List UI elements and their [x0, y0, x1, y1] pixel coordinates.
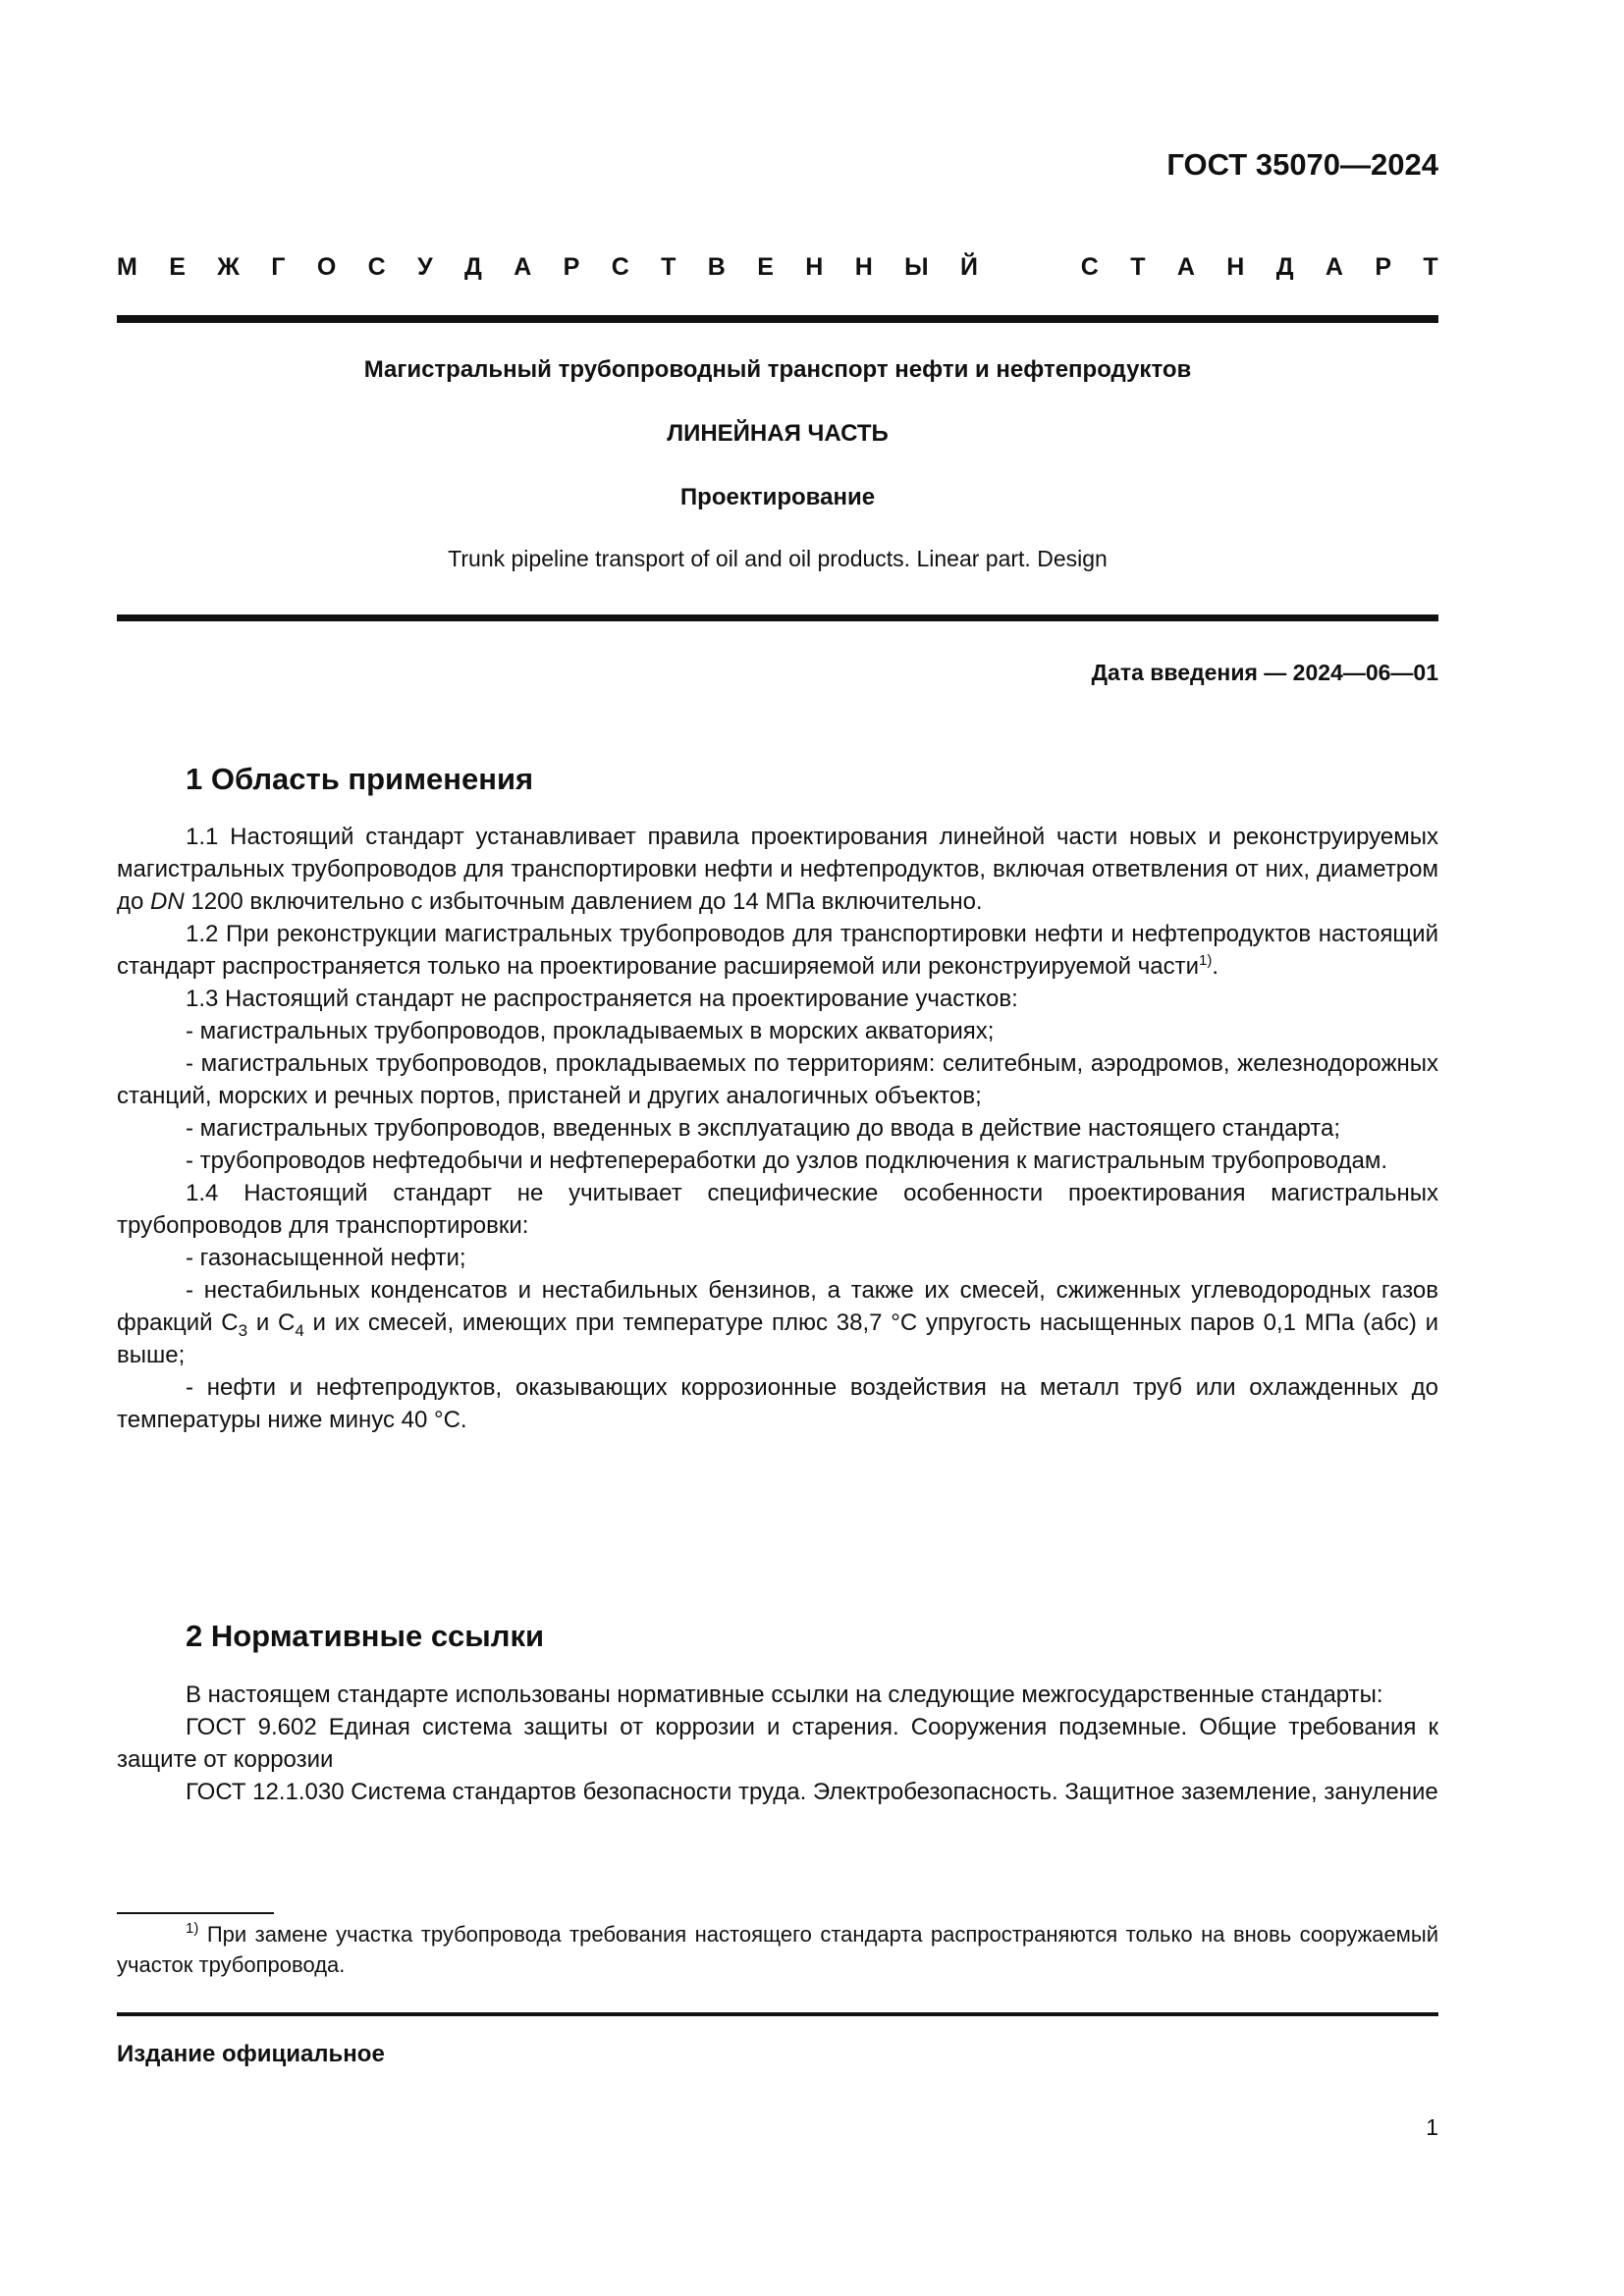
banner-letter: Т [1423, 253, 1438, 281]
list-item: - магистральных трубопроводов, введенных в эксплуатацию до ввода в действие настоящего стандарта; [186, 1115, 1340, 1142]
list-item: - магистральных трубопроводов, прокладываемых по территориям: селитебным, аэродромов, железнодорожных станций, морских и речных портов, пристаней и других аналогичных объектов; [117, 1050, 1438, 1109]
paragraph: 1.3 Настоящий стандарт не распространяется на проектирование участков: [186, 986, 1018, 1012]
banner-letter: Т [1130, 253, 1146, 281]
banner-letter: Ж [217, 253, 240, 281]
banner-letter: О [316, 253, 337, 281]
banner-letter: Н [1226, 253, 1245, 281]
banner-letter: Н [805, 253, 824, 281]
banner-letter: Е [169, 253, 186, 281]
introduction-date: Дата введения — 2024—06—01 [1091, 660, 1438, 685]
page-number: 1 [1426, 2114, 1438, 2140]
banner-letter: М [117, 253, 137, 281]
paragraph: 1.1 Настоящий стандарт устанавливает правила проектирования линейной части новых и реконструируемых магистральных трубопроводов для транспортировки нефти и нефтепродуктов, включая ответвления от них, диаметром до DN 1200 включительно с избыточным давлением до 14 МПа включительно. [117, 824, 1438, 915]
standard-number: ГОСТ 35070—2024 [1166, 147, 1438, 182]
footnote-separator [117, 1912, 274, 1914]
banner-letter: Д [1275, 253, 1294, 281]
section-body [117, 1679, 1438, 1808]
paragraph: В настоящем стандарте использованы нормативные ссылки на следующие межгосударственные стандарты: [186, 1682, 1383, 1708]
list-item: - нестабильных конденсатов и нестабильных бензинов, а также их смесей, сжиженных углеводородных газов фракций $С_3$ и $С_4$ и их смесей, имеющих при температуре плюс 38,7 °С упругость насыщенных паров 0,1 МПа (абс) и выше; [117, 1277, 1439, 1368]
document-subtitle: Проектирование [679, 484, 876, 510]
normative-reference: ГОСТ 12.1.030 Система стандартов безопасности труда. Электробезопасность. Защитное заземление, зануление [186, 1779, 1438, 1805]
banner-letter: С [367, 253, 386, 281]
banner-letter: Р [1375, 253, 1392, 281]
banner-letter: А [514, 253, 532, 281]
banner-letter: Ы [904, 253, 929, 281]
english-title: Trunk pipeline transport of oil and oil products. Linear part. Design [448, 546, 1108, 571]
footnote-marker: 1) [186, 1920, 199, 1937]
banner-letter: А [1325, 253, 1343, 281]
divider-rule [117, 2012, 1438, 2016]
banner-letter: С [1080, 253, 1099, 281]
banner-letter: Н [854, 253, 873, 281]
paragraph: 1.4 Настоящий стандарт не учитывает специфические особенности проектирования магистральных трубопроводов для транспортировки: [117, 1180, 1438, 1239]
banner-letter: А [1176, 253, 1195, 281]
document-title: Магистральный трубопроводный транспорт нефти и нефтепродуктов [363, 356, 1192, 383]
banner-letter: У [417, 253, 433, 281]
section-heading: 1 Область применения [186, 762, 534, 796]
divider-rule [117, 315, 1438, 323]
footnote: $^{1)}$ При замене участка трубопровода требования настоящего стандарта распространяются только на вновь сооружаемый участок трубопровода. [117, 1920, 1438, 1977]
banner-letter: Й [960, 253, 978, 281]
normative-reference: ГОСТ 9.602 Единая система защиты от коррозии и старения. Сооружения подземные. Общие требования к защите от коррозии [117, 1714, 1438, 1773]
list-item: - трубопроводов нефтедобычи и нефтепереработки до узлов подключения к магистральным трубопроводам. [186, 1148, 1387, 1174]
interstate-standard-banner [117, 253, 1438, 282]
list-item: - нефти и нефтепродуктов, оказывающих коррозионные воздействия на металл труб или охлажденных до температуры ниже минус 40 °С. [117, 1374, 1438, 1433]
section-heading: 2 Нормативные ссылки [186, 1619, 545, 1653]
banner-letter: Г [271, 253, 286, 281]
banner-letter: В [707, 253, 726, 281]
document-title-part: ЛИНЕЙНАЯ ЧАСТЬ [667, 420, 889, 447]
paragraph: 1.2 При реконструкции магистральных трубопроводов для транспортировки нефти и нефтепродуктов настоящий стандарт распространяется только на проектирование расширяемой или реконструируемой части$^{1)}$. [117, 921, 1438, 980]
list-item: - магистральных трубопроводов, прокладываемых в морских акваториях; [186, 1018, 995, 1044]
list-item: - газонасыщенной нефти; [186, 1245, 466, 1271]
banner-letter: Д [464, 253, 482, 281]
footnote-reference: 1) [1198, 952, 1213, 969]
official-edition-label: Издание официальное [117, 2041, 385, 2067]
banner-letter: С [611, 253, 629, 281]
section-body [117, 821, 1438, 1436]
banner-letter: Т [661, 253, 677, 281]
divider-rule [117, 614, 1438, 621]
banner-letter: Е [757, 253, 774, 281]
banner-gap [1009, 253, 1049, 282]
banner-letter: Р [563, 253, 580, 281]
